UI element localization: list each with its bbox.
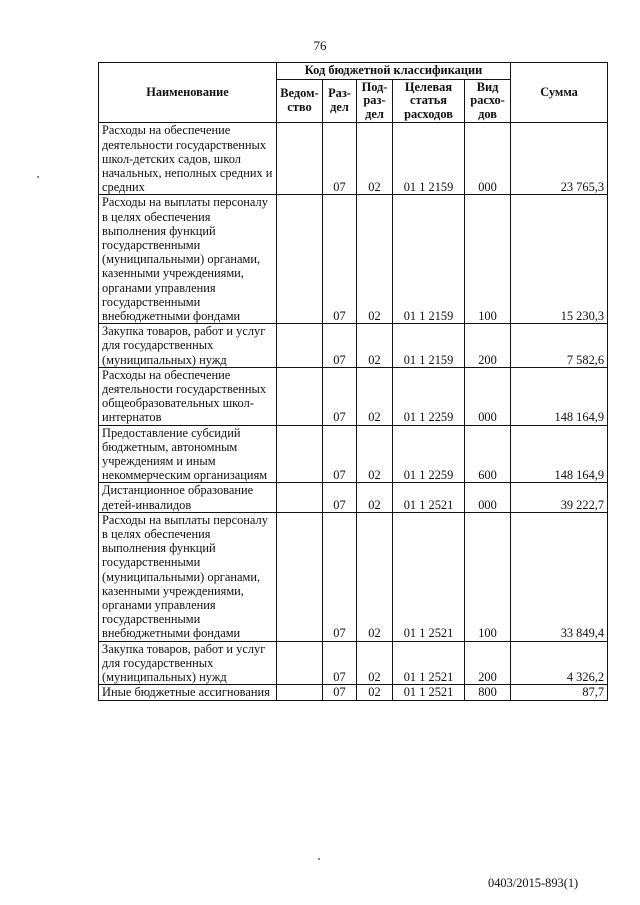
row-department (277, 123, 323, 195)
row-name: Закупка товаров, работ и услуг для государственных (муниципальных) нужд (99, 324, 277, 368)
row-subsection: 02 (357, 425, 393, 483)
table-row (99, 123, 608, 195)
row-target-article: 01 1 2521 (393, 641, 465, 685)
header-name: Наименование (99, 63, 277, 123)
row-section: 07 (323, 512, 357, 641)
header-department: Ведом-ство (277, 79, 323, 123)
row-target-article: 01 1 2259 (393, 367, 465, 425)
row-sum: 23 765,3 (511, 123, 608, 195)
table-row (99, 685, 608, 700)
table-row (99, 425, 608, 483)
row-name: Иные бюджетные ассигнования (99, 685, 277, 700)
table-row (99, 195, 608, 324)
table-row (99, 367, 608, 425)
row-subsection: 02 (357, 123, 393, 195)
header-sum: Сумма (511, 63, 608, 123)
row-sum: 4 326,2 (511, 641, 608, 685)
row-subsection: 02 (357, 483, 393, 512)
row-sum: 39 222,7 (511, 483, 608, 512)
row-section: 07 (323, 483, 357, 512)
row-name: Расходы на выплаты персоналу в целях обеспечения выполнения функций государственными (муниципальными) органами, казенными учреждениями, органами управления государственными внебюджетными фондами (99, 512, 277, 641)
table-body (99, 123, 608, 700)
header-section: Раз-дел (323, 79, 357, 123)
header-target-article: Целевая статья расходов (393, 79, 465, 123)
row-expense-type: 200 (465, 324, 511, 368)
row-name: Закупка товаров, работ и услуг для государственных (муниципальных) нужд (99, 641, 277, 685)
table-header (99, 63, 608, 123)
row-subsection: 02 (357, 685, 393, 700)
header-subsection: Под-раз-дел (357, 79, 393, 123)
row-section: 07 (323, 195, 357, 324)
row-name: Предоставление субсидий бюджетным, автономным учреждениям и иным некоммерческим организациям (99, 425, 277, 483)
header-classification-code: Код бюджетной классификации (277, 63, 511, 80)
row-sum: 33 849,4 (511, 512, 608, 641)
row-sum: 148 164,9 (511, 367, 608, 425)
row-name: Расходы на обеспечение деятельности государственных школ-детских садов, школ начальных, неполных средних и средних (99, 123, 277, 195)
row-subsection: 02 (357, 641, 393, 685)
row-department (277, 195, 323, 324)
row-section: 07 (323, 685, 357, 700)
table-row (99, 641, 608, 685)
row-section: 07 (323, 123, 357, 195)
scan-speck (37, 176, 39, 178)
row-section: 07 (323, 324, 357, 368)
row-expense-type: 100 (465, 195, 511, 324)
row-name: Расходы на выплаты персоналу в целях обеспечения выполнения функций государственными (муниципальными) органами, казенными учреждениями, органами управления государственными внебюджетными фондами (99, 195, 277, 324)
row-target-article: 01 1 2159 (393, 195, 465, 324)
row-department (277, 324, 323, 368)
header-expense-type: Вид расхо-дов (465, 79, 511, 123)
row-department (277, 483, 323, 512)
row-sum: 87,7 (511, 685, 608, 700)
row-sum: 15 230,3 (511, 195, 608, 324)
row-subsection: 02 (357, 367, 393, 425)
row-subsection: 02 (357, 195, 393, 324)
scan-speck (318, 858, 320, 860)
row-section: 07 (323, 367, 357, 425)
budget-table (98, 62, 608, 701)
row-section: 07 (323, 641, 357, 685)
row-department (277, 641, 323, 685)
row-department (277, 367, 323, 425)
row-department (277, 685, 323, 700)
row-subsection: 02 (357, 512, 393, 641)
row-expense-type: 000 (465, 123, 511, 195)
row-expense-type: 200 (465, 641, 511, 685)
table-row (99, 483, 608, 512)
table-row (99, 512, 608, 641)
row-expense-type: 000 (465, 483, 511, 512)
row-target-article: 01 1 2159 (393, 123, 465, 195)
row-name: Дистанционное образование детей-инвалидов (99, 483, 277, 512)
row-department (277, 512, 323, 641)
row-expense-type: 800 (465, 685, 511, 700)
row-target-article: 01 1 2521 (393, 483, 465, 512)
row-expense-type: 600 (465, 425, 511, 483)
row-section: 07 (323, 425, 357, 483)
row-sum: 148 164,9 (511, 425, 608, 483)
document-code: 0403/2015-893(1) (488, 876, 579, 890)
row-subsection: 02 (357, 324, 393, 368)
row-name: Расходы на обеспечение деятельности государственных общеобразовательных школ-интернатов (99, 367, 277, 425)
row-expense-type: 100 (465, 512, 511, 641)
page-number: 76 (313, 38, 327, 53)
row-target-article: 01 1 2521 (393, 685, 465, 700)
row-sum: 7 582,6 (511, 324, 608, 368)
row-target-article: 01 1 2159 (393, 324, 465, 368)
row-department (277, 425, 323, 483)
row-target-article: 01 1 2259 (393, 425, 465, 483)
row-expense-type: 000 (465, 367, 511, 425)
table-row (99, 324, 608, 368)
row-target-article: 01 1 2521 (393, 512, 465, 641)
